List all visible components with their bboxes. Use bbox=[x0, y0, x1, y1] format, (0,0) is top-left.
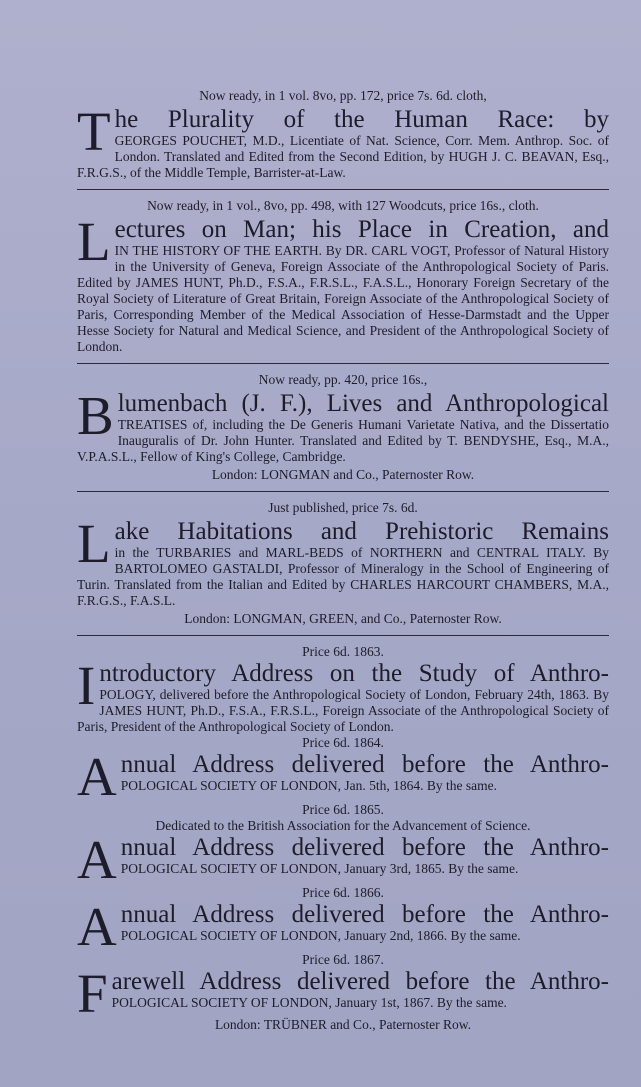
ad-body: GEORGES POUCHET, M.D., Licentiate of Nat. Science, Corr. Mem. Anthrop. Soc. of London. Translated and Edited from the Second Edition, by HUGH J. C. BEAVAN, Esq., F.R.G.S., of the Middle Temple, Barrister-at-Law. bbox=[77, 133, 609, 180]
address-price: Price 6d. 1866. bbox=[302, 885, 384, 900]
ad-lake-habitations bbox=[77, 500, 609, 627]
divider bbox=[77, 635, 609, 636]
ad-plurality bbox=[77, 88, 609, 181]
address-dedication: Dedicated to the British Association for the Advancement of Science. bbox=[155, 818, 531, 833]
ad-headline: lumenbach (J. F.), Lives and Anthropological bbox=[117, 390, 609, 417]
address-1867 bbox=[77, 952, 609, 1033]
ad-headline: he Plurality of the Human Race: by bbox=[114, 106, 609, 133]
drop-cap: A bbox=[77, 896, 117, 957]
address-1865 bbox=[77, 802, 609, 890]
address-1864 bbox=[77, 735, 609, 807]
address-price: Price 6d. 1865. bbox=[302, 802, 384, 817]
ad-intro: Now ready, in 1 vol. 8vo, pp. 172, price 7s. 6d. cloth, bbox=[199, 88, 487, 103]
ad-body: TREATISES of, including the De Generis Humani Varietate Nativa, and the Dissertatio Inauguralis of Dr. John Hunter. Translated and Edited by T. BENDYSHE, Esq., M.A., V.P.A.S.L., Fellow of King's College, Cambridge. bbox=[77, 417, 609, 464]
drop-cap: T bbox=[77, 101, 111, 162]
address-body: POLOGY, delivered before the Anthropological Society of London, February 24th, 1863. By JAMES HUNT, Ph.D., F.S.A., F.R.S.L., Foreign Associate of the Anthropological Society of Paris, President of the Anthropological Society of London. bbox=[77, 687, 609, 734]
address-price: Price 6d. 1864. bbox=[302, 735, 384, 750]
ad-body: IN THE HISTORY OF THE EARTH. By DR. CARL VOGT, Professor of Natural History in the University of Geneva, Foreign Associate of the Anthropological Society of Paris. Edited by JAMES HUNT, Ph.D., F.S.A., F.R.S.L., F.A.S.L., Honorary Foreign Secretary of the Royal Society of Literature of Great Britain, Foreign Associate of the Anthropological Society of Paris, Corresponding Member of the Medical Association of Hesse-Darmstadt and the Upper Hesse Society for Natural and Medical Science, and President of the Anthropological Society of London. bbox=[77, 243, 609, 354]
drop-cap: F bbox=[77, 963, 108, 1024]
drop-cap: A bbox=[77, 746, 117, 807]
address-price: Price 6d. 1867. bbox=[302, 952, 384, 967]
drop-cap: L bbox=[77, 211, 111, 272]
ad-publisher: London: LONGMAN, GREEN, and Co., Paternoster Row. bbox=[184, 611, 502, 626]
ad-intro: Just published, price 7s. 6d. bbox=[268, 500, 418, 515]
address-1863 bbox=[77, 644, 609, 735]
ad-headline: ectures on Man; his Place in Creation, and bbox=[114, 216, 609, 243]
ad-intro: Now ready, pp. 420, price 16s., bbox=[258, 372, 428, 387]
ad-headline: ake Habitations and Prehistoric Remains bbox=[114, 518, 609, 545]
divider bbox=[77, 189, 609, 190]
ad-intro: Now ready, in 1 vol., 8vo, pp. 498, with 127 Woodcuts, price 16s., cloth. bbox=[147, 198, 539, 213]
address-headline: nnual Address delivered before the Anthro- bbox=[120, 834, 609, 861]
drop-cap: L bbox=[77, 513, 111, 574]
address-headline: nnual Address delivered before the Anthro- bbox=[120, 901, 609, 928]
address-headline: arewell Address delivered before the Anthro- bbox=[111, 968, 609, 995]
address-body: POLOGICAL SOCIETY OF LONDON, Jan. 5th, 1864. By the same. bbox=[120, 778, 497, 793]
footer-publisher: London: TRÜBNER and Co., Paternoster Row. bbox=[214, 1017, 472, 1032]
address-price: Price 6d. 1863. bbox=[302, 644, 384, 659]
address-headline: nnual Address delivered before the Anthro- bbox=[120, 751, 609, 778]
drop-cap: I bbox=[77, 655, 96, 716]
divider bbox=[77, 491, 609, 492]
address-body: POLOGICAL SOCIETY OF LONDON, January 1st, 1867. By the same. bbox=[111, 995, 507, 1010]
drop-cap: B bbox=[77, 385, 114, 446]
ad-lectures-on-man bbox=[77, 198, 609, 355]
address-headline: ntroductory Address on the Study of Anthro- bbox=[99, 660, 609, 687]
ad-blumenbach bbox=[77, 372, 609, 483]
address-body: POLOGICAL SOCIETY OF LONDON, January 2nd, 1866. By the same. bbox=[120, 928, 521, 943]
divider bbox=[77, 363, 609, 364]
address-1866 bbox=[77, 885, 609, 957]
ad-body: in the TURBARIES and MARL-BEDS of NORTHERN and CENTRAL ITALY. By BARTOLOMEO GASTALDI, Professor of Mineralogy in the School of Engineering of Turin. Translated from the Italian and Edited by CHARLES HARCOURT CHAMBERS, M.A., F.R.G.S., F.A.S.L. bbox=[77, 545, 609, 608]
address-body: POLOGICAL SOCIETY OF LONDON, January 3rd, 1865. By the same. bbox=[120, 861, 519, 876]
ad-publisher: London: LONGMAN and Co., Paternoster Row. bbox=[211, 467, 475, 482]
drop-cap: A bbox=[77, 829, 117, 890]
